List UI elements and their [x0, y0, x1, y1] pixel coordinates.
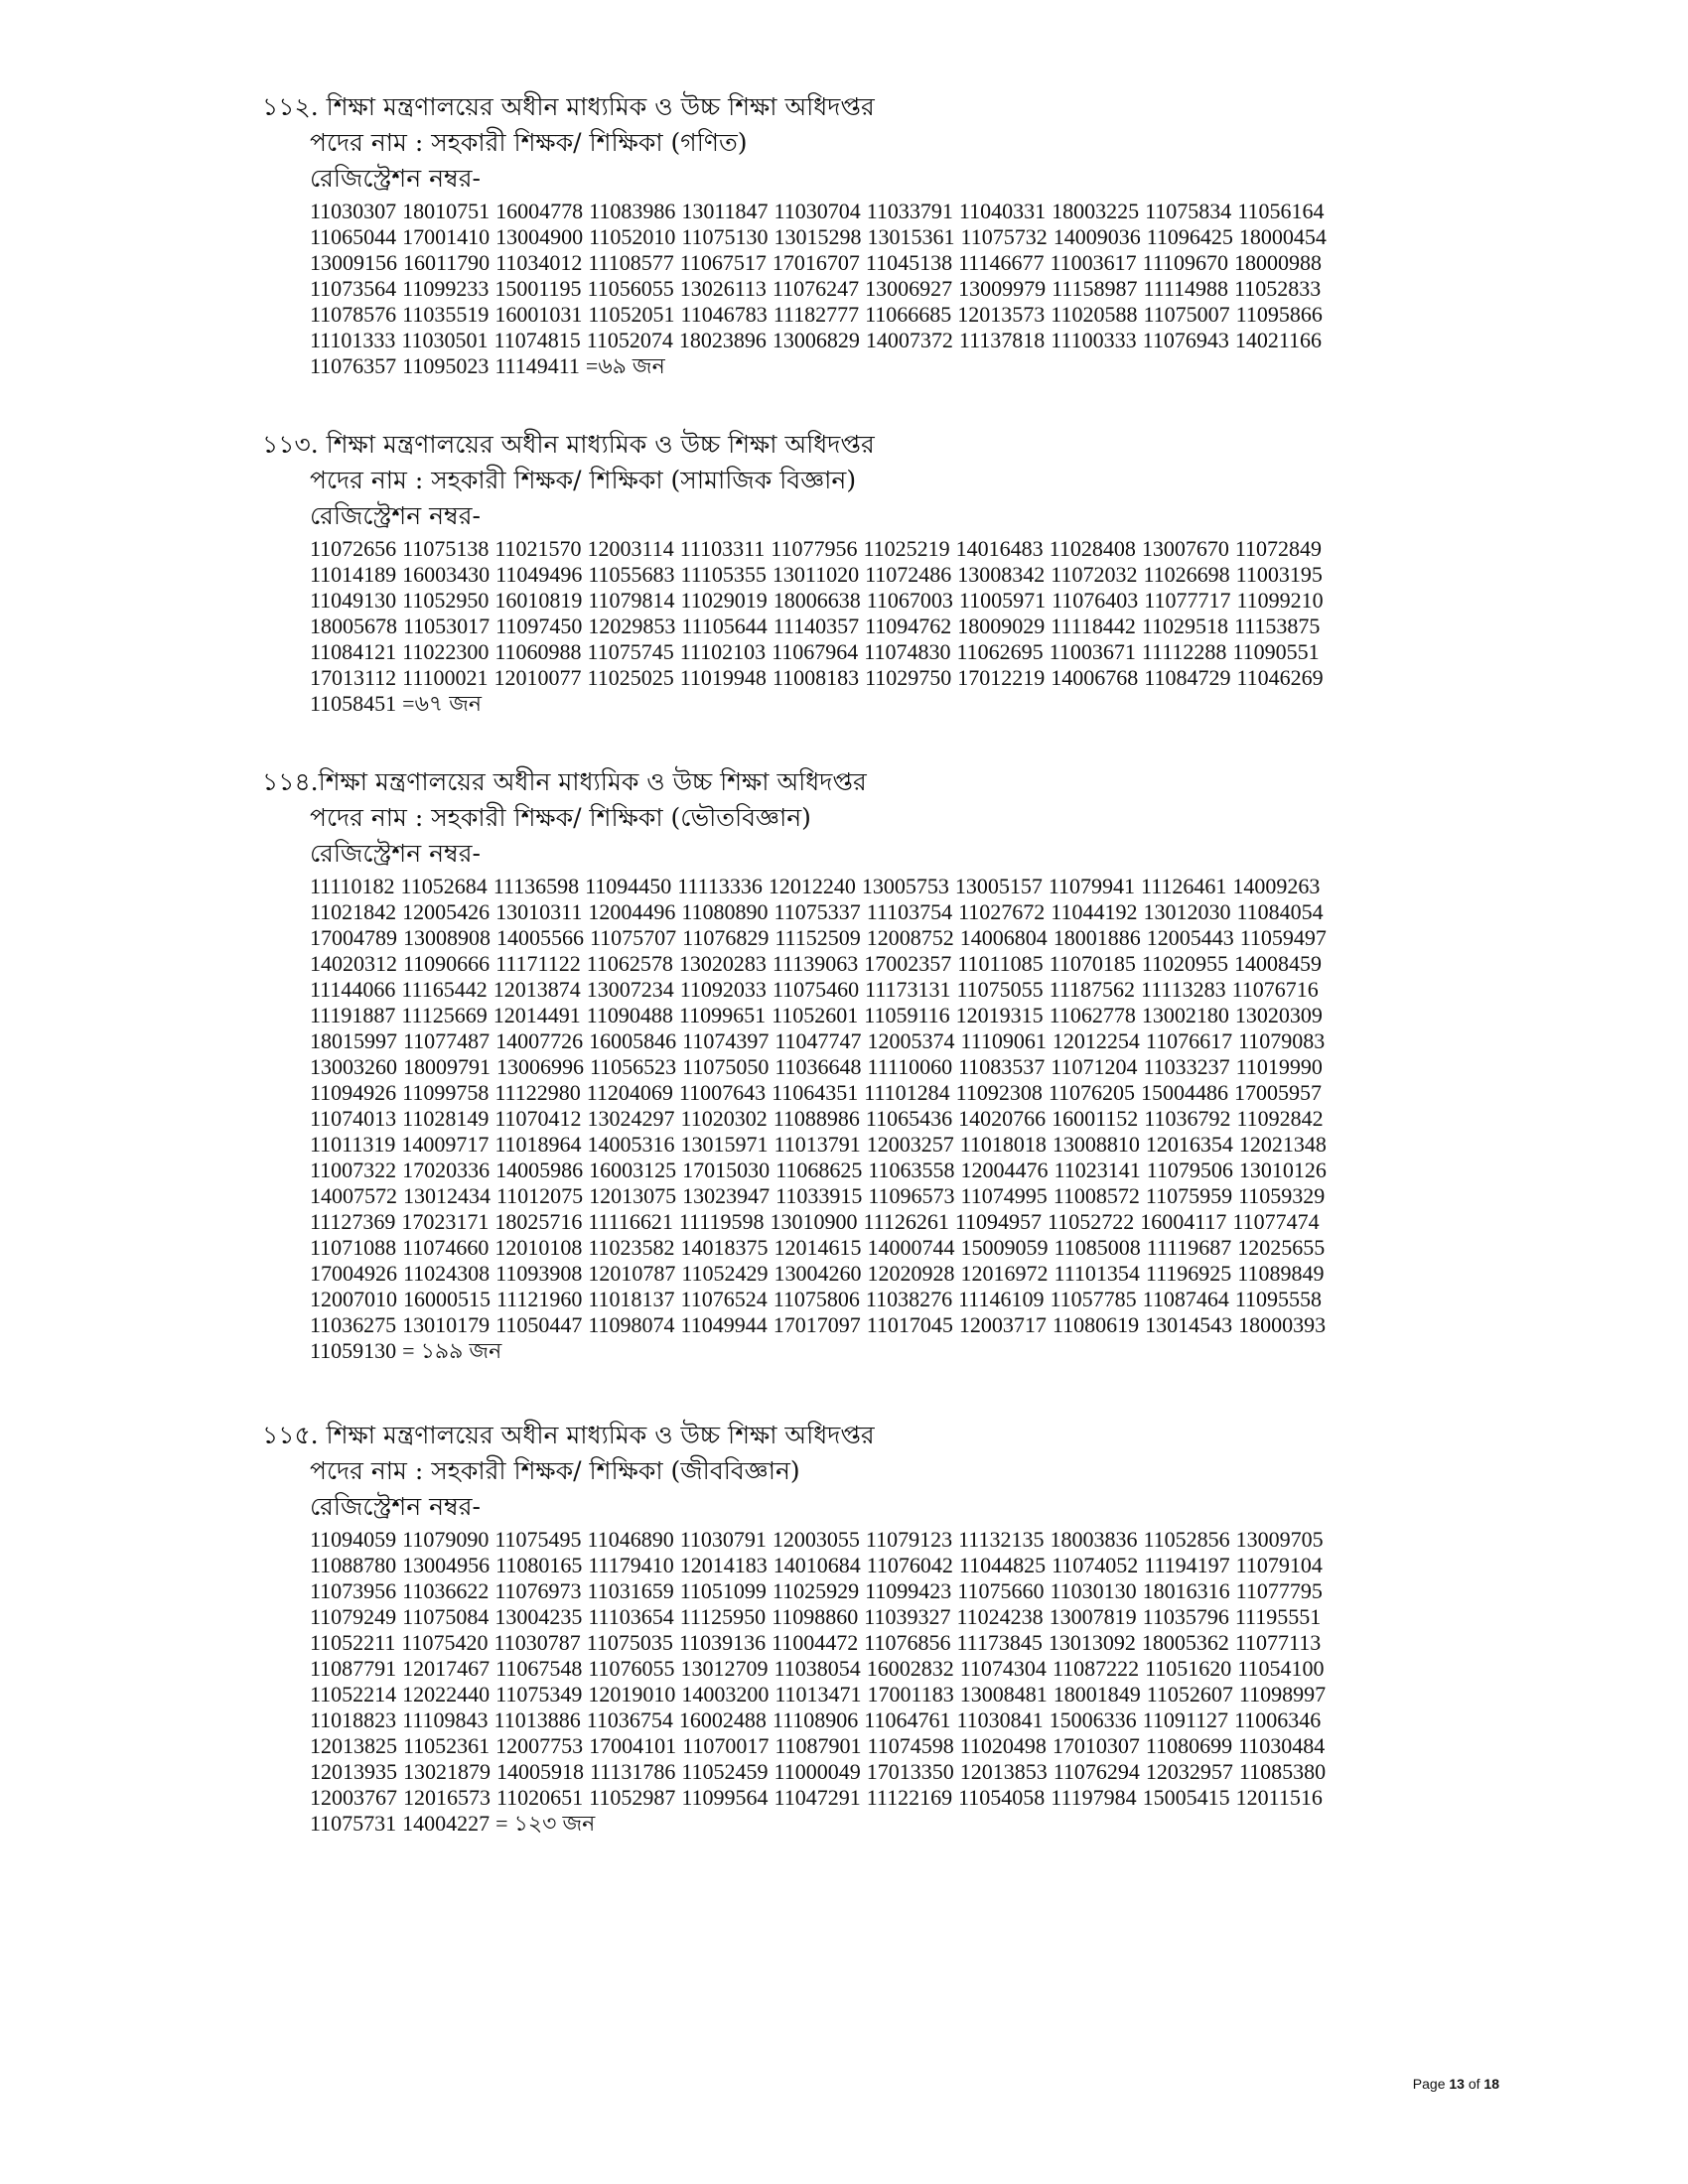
number-row: 12013935 13021879 14005918 11131786 11052459 11000049 17013350 12013853 11076294 12032957 11085380 [310, 1759, 1327, 1784]
number-row: 11087791 12017467 11067548 11076055 13012709 11038054 16002832 11074304 11087222 11051620 11054100 [310, 1656, 1325, 1681]
registration-label: রেজিস্ট্রেশন নম্বর- [310, 839, 481, 868]
section-title: ১১৩. শিক্ষা মন্ত্রণালয়ের অধীন মাধ্যমিক ও উচ্চ শিক্ষা অধিদপ্তর [262, 430, 875, 459]
section-113 [262, 427, 1493, 717]
number-row: 11088780 13004956 11080165 11179410 12014183 14010684 11076042 11044825 11074052 11194197 11079104 [310, 1553, 1323, 1577]
section-title: ১১২. শিক্ষা মন্ত্রণালয়ের অধীন মাধ্যমিক ও উচ্চ শিক্ষা অধিদপ্তর [262, 92, 875, 121]
number-row: 11011319 14009717 11018964 14005316 13015971 11013791 12003257 11018018 13008810 12016354 12021348 [310, 1132, 1327, 1157]
number-row: 11078576 11035519 16001031 11052051 11046783 11182777 11066685 12013573 11020588 11075007 11095866 [310, 302, 1323, 327]
section-112 [262, 89, 1493, 379]
post-name: পদের নাম : সহকারী শিক্ষক/ শিক্ষিকা (সামাজিক বিজ্ঞান) [310, 466, 857, 494]
number-row: 12007010 16000515 11121960 11018137 11076524 11075806 11038276 11146109 11057785 11087464 11095558 [310, 1287, 1323, 1311]
number-row: 18015997 11077487 14007726 16005846 11074397 11047747 12005374 11109061 12012254 11076617 11079083 [310, 1028, 1326, 1053]
number-row: 11071088 11074660 12010108 11023582 14018375 12014615 14000744 15009059 11085008 11119687 12025655 [310, 1235, 1326, 1260]
number-row: 11007322 17020336 14005986 16003125 17015030 11068625 11063558 12004476 11023141 11079506 13010126 [310, 1158, 1327, 1182]
number-row: 12003767 12016573 11020651 11052987 11099564 11047291 11122169 11054058 11197984 15005415 12011516 [310, 1785, 1323, 1810]
number-row: 11110182 11052684 11136598 11094450 11113336 12012240 13005753 13005157 11079941 11126461 14009263 [310, 874, 1321, 898]
number-row: 17004789 13008908 14005566 11075707 11076829 11152509 12008752 14006804 18001886 12005443 11059497 [310, 925, 1327, 950]
number-row: 13003260 18009791 13006996 11056523 11075050 11036648 11110060 11083537 11071204 11033237 11019990 [310, 1054, 1323, 1079]
number-row-total: 11076357 11095023 11149411 =৬৯ জন [310, 353, 665, 378]
number-row-total: 11059130 = ১৯৯ জন [310, 1338, 502, 1363]
number-row: 11065044 17001410 13004900 11052010 11075130 13015298 13015361 11075732 14009036 11096425 18000454 [310, 224, 1327, 249]
number-row: 11127369 17023171 18025716 11116621 11119598 13010900 11126261 11094957 11052722 16004117 11077474 [310, 1209, 1320, 1234]
number-row: 14007572 13012434 11012075 12013075 13023947 11033915 11096573 11074995 11008572 11075959 11059329 [310, 1183, 1326, 1208]
section-title: ১১৪.শিক্ষা মন্ত্রণালয়ের অধীন মাধ্যমিক ও উচ্চ শিক্ষা অধিদপ্তর [262, 767, 867, 796]
number-row: 11049130 11052950 16010819 11079814 11029019 18006638 11067003 11005971 11076403 11077717 11099210 [310, 588, 1324, 613]
registration-numbers [310, 1527, 1493, 1837]
number-row: 17004926 11024308 11093908 12010787 11052429 13004260 12020928 12016972 11101354 11196925 11089849 [310, 1261, 1325, 1286]
number-row: 11073956 11036622 11076973 11031659 11051099 11025929 11099423 11075660 11030130 18016316 11077795 [310, 1578, 1323, 1603]
section-title: ১১৫. শিক্ষা মন্ত্রণালয়ের অধীন মাধ্যমিক ও উচ্চ শিক্ষা অধিদপ্তর [262, 1421, 875, 1449]
number-row: 11084121 11022300 11060988 11075745 11102103 11067964 11074830 11062695 11003671 11112288 11090551 [310, 639, 1320, 664]
number-row: 12013825 11052361 12007753 17004101 11070017 11087901 11074598 11020498 17010307 11080699 11030484 [310, 1733, 1326, 1758]
section-115 [262, 1418, 1493, 1837]
number-row: 11052214 12022440 11075349 12019010 14003200 11013471 17001183 13008481 18001849 11052607 11098997 [310, 1682, 1327, 1706]
registration-label: রেজিস্ট্রেশন নম্বর- [310, 164, 481, 193]
registration-label: রেজিস্ট্রেশন নম্বর- [310, 501, 481, 530]
of-word: of [1468, 2076, 1480, 2092]
number-row: 11074013 11028149 11070412 13024297 11020302 11088986 11065436 14020766 16001152 11036792 11092842 [310, 1106, 1324, 1131]
number-row-total: 11058451 =৬৭ জন [310, 691, 483, 716]
number-row: 11101333 11030501 11074815 11052074 18023896 13006829 14007372 11137818 11100333 11076943 14021166 [310, 328, 1323, 352]
number-row: 11094926 11099758 11122980 11204069 11007643 11064351 11101284 11092308 11076205 15004486 17005957 [310, 1080, 1323, 1105]
number-row: 11052211 11075420 11030787 11075035 11039136 11004472 11076856 11173845 13013092 18005362 11077113 [310, 1630, 1322, 1655]
number-row: 18005678 11053017 11097450 12029853 11105644 11140357 11094762 18009029 11118442 11029518 11153875 [310, 614, 1321, 638]
number-row: 11036275 13010179 11050447 11098074 11049944 17017097 11017045 12003717 11080619 13014543 18000393 [310, 1312, 1327, 1337]
number-row: 11072656 11075138 11021570 12003114 11103311 11077956 11025219 14016483 11028408 13007670 11072849 [310, 536, 1323, 561]
number-row: 14020312 11090666 11171122 11062578 13020283 11139063 17002357 11011085 11070185 11020955 14008459 [310, 951, 1323, 976]
number-row: 11191887 11125669 12014491 11090488 11099651 11052601 11059116 12019315 11062778 13002180 13020309 [310, 1003, 1323, 1027]
current-page-number: 13 [1449, 2076, 1465, 2092]
page-word: Page [1412, 2076, 1446, 2092]
number-row-total: 11075731 14004227 = ১২৩ জন [310, 1811, 596, 1836]
registration-numbers [310, 199, 1493, 379]
number-row: 17013112 11100021 12010077 11025025 11019948 11008183 11029750 17012219 14006768 11084729 11046269 [310, 665, 1324, 690]
registration-numbers [310, 874, 1493, 1364]
number-row: 13009156 16011790 11034012 11108577 11067517 17016707 11045138 11146677 11003617 11109670 18000988 [310, 250, 1323, 275]
number-row: 11144066 11165442 12013874 13007234 11092033 11075460 11173131 11075055 11187562 11113283 11076716 [310, 977, 1319, 1002]
number-row: 11030307 18010751 16004778 11083986 13011847 11030704 11033791 11040331 18003225 11075834 11056164 [310, 199, 1325, 223]
post-name: পদের নাম : সহকারী শিক্ষক/ শিক্ষিকা (গণিত) [310, 128, 748, 157]
total-page-number: 18 [1483, 2076, 1499, 2092]
number-row: 11018823 11109843 11013886 11036754 16002488 11108906 11064761 11030841 15006336 11091127 11006346 [310, 1707, 1322, 1732]
post-name: পদের নাম : সহকারী শিক্ষক/ শিক্ষিকা (জীববিজ্ঞান) [310, 1456, 800, 1485]
number-row: 11014189 16003430 11049496 11055683 11105355 13011020 11072486 13008342 11072032 11026698 11003195 [310, 562, 1323, 587]
registration-label: রেজিস্ট্রেশন নম্বর- [310, 1492, 481, 1521]
number-row: 11079249 11075084 13004235 11103654 11125950 11098860 11039327 11024238 13007819 11035796 11195551 [310, 1604, 1322, 1629]
registration-numbers [310, 536, 1493, 717]
number-row: 11021842 12005426 13010311 12004496 11080890 11075337 11103754 11027672 11044192 13012030 11084054 [310, 899, 1324, 924]
number-row: 11094059 11079090 11075495 11046890 11030791 12003055 11079123 11132135 18003836 11052856 13009705 [310, 1527, 1324, 1552]
post-name: পদের নাম : সহকারী শিক্ষক/ শিক্ষিকা (ভৌতবিজ্ঞান) [310, 803, 811, 832]
section-114 [262, 764, 1493, 1364]
number-row: 11073564 11099233 15001195 11056055 13026113 11076247 13006927 13009979 11158987 11114988 11052833 [310, 276, 1322, 301]
page-footer [1413, 2076, 1499, 2092]
